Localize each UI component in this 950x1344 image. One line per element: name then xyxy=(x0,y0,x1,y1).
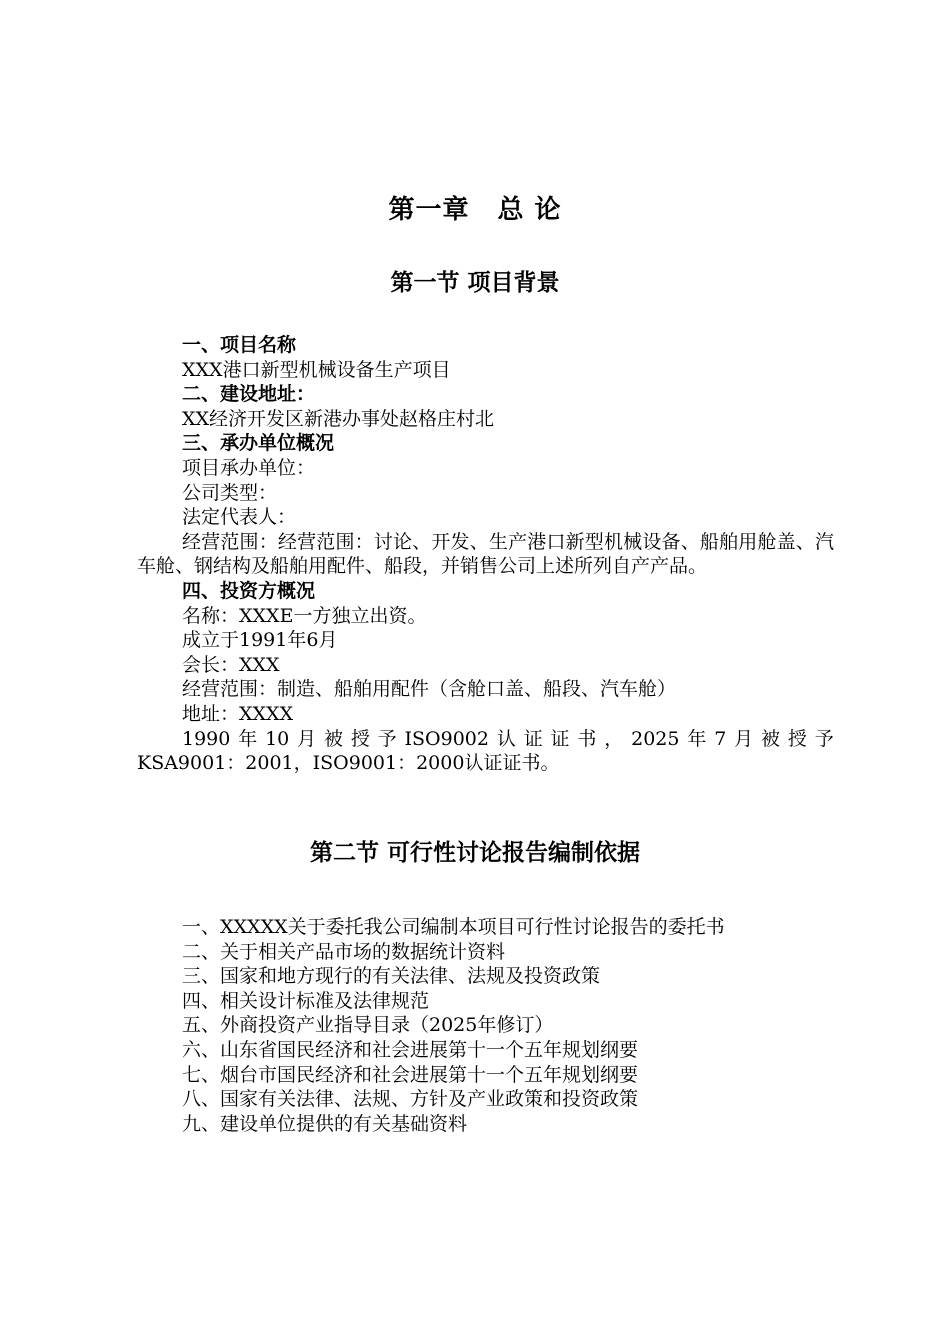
certification-word: 授 xyxy=(350,727,370,750)
section-title: 第二节 可行性讨论报告编制依据 xyxy=(309,839,640,866)
text-line: 会长：XXX xyxy=(182,653,280,676)
certification-word: 7 xyxy=(714,727,727,750)
subsection-heading: 一、项目名称 xyxy=(182,334,297,356)
text-line: 公司类型： xyxy=(182,481,278,504)
certification-word: 1990 xyxy=(182,727,231,750)
subsection-heading: 三、承办单位概况 xyxy=(182,432,335,455)
subsection-heading: 二、建设地址： xyxy=(182,383,316,406)
text-line: XX经济开发区新港办事处赵格庄村北 xyxy=(182,407,495,430)
text-line: 法定代表人： xyxy=(182,506,297,529)
certification-word: 证 xyxy=(523,727,543,750)
basis-list-item: 八、国家有关法律、法规、方针及产业政策和投资政策 xyxy=(182,1088,639,1111)
basis-list-item: 九、建设单位提供的有关基础资料 xyxy=(182,1112,468,1135)
basis-list-item: 二、关于相关产品市场的数据统计资料 xyxy=(182,940,506,963)
certification-word: 予 xyxy=(814,727,834,750)
certification-word: ISO9002 xyxy=(404,727,489,750)
basis-list xyxy=(137,915,834,1136)
certification-word: 年 xyxy=(687,727,707,750)
text-line: 地址：XXXX xyxy=(182,702,294,725)
text-line: 项目承办单位： xyxy=(182,456,316,479)
text-line: XXX港口新型机械设备生产项目 xyxy=(182,358,451,381)
certification-word: 10 xyxy=(265,727,290,750)
section-title: 第一节 项目背景 xyxy=(390,269,560,296)
certification-word: 书 xyxy=(577,727,597,750)
text-line: 名称：XXXE一方独立出资。 xyxy=(182,604,427,627)
certification-word: 授 xyxy=(787,727,807,750)
certification-word: 被 xyxy=(323,727,343,750)
text-line: 成立于1991年6月 xyxy=(182,629,338,652)
certification-line-continued: KSA9001：2001，ISO9001：2000认证证书。 xyxy=(137,752,560,775)
certification-word: 证 xyxy=(550,727,570,750)
section-body xyxy=(137,333,834,776)
certification-line xyxy=(137,727,834,752)
subsection-heading: 四、投资方概况 xyxy=(182,579,316,602)
certification-word: 月 xyxy=(297,727,317,750)
certification-word: 认 xyxy=(496,727,516,750)
chapter-number: 第一章 xyxy=(388,195,470,225)
business-scope-paragraph: 经营范围：经营范围：讨论、开发、生产港口新型机械设备、船舶用舱盖、汽车舱、钢结构及船舶用配件、船段，并销售公司上述所列自产产品。 xyxy=(137,530,834,578)
chapter-name: 总 论 xyxy=(497,195,562,225)
basis-list-item: 六、山东省国民经济和社会进展第十一个五年规划纲要 xyxy=(182,1038,639,1061)
basis-list-item: 五、外商投资产业指导目录（2025年修订） xyxy=(182,1014,554,1037)
certification-word: 予 xyxy=(377,727,397,750)
basis-list-item: 一、XXXXX关于委托我公司编制本项目可行性讨论报告的委托书 xyxy=(182,916,725,938)
certification-word: 年 xyxy=(238,727,258,750)
certification-word: 2025 xyxy=(631,727,680,750)
text-line: 经营范围：制造、船舶用配件（含舱口盖、船段、汽车舱） xyxy=(182,678,677,701)
certification-word: 月 xyxy=(734,727,754,750)
chapter-title xyxy=(0,190,950,230)
basis-list-item: 七、烟台市国民经济和社会进展第十一个五年规划纲要 xyxy=(182,1063,639,1086)
certification-word: 被 xyxy=(760,727,780,750)
basis-list-item: 三、国家和地方现行的有关法律、法规及投资政策 xyxy=(182,965,601,988)
certification-word: ， xyxy=(604,727,624,750)
basis-list-item: 四、相关设计标准及法律规范 xyxy=(182,989,430,1012)
